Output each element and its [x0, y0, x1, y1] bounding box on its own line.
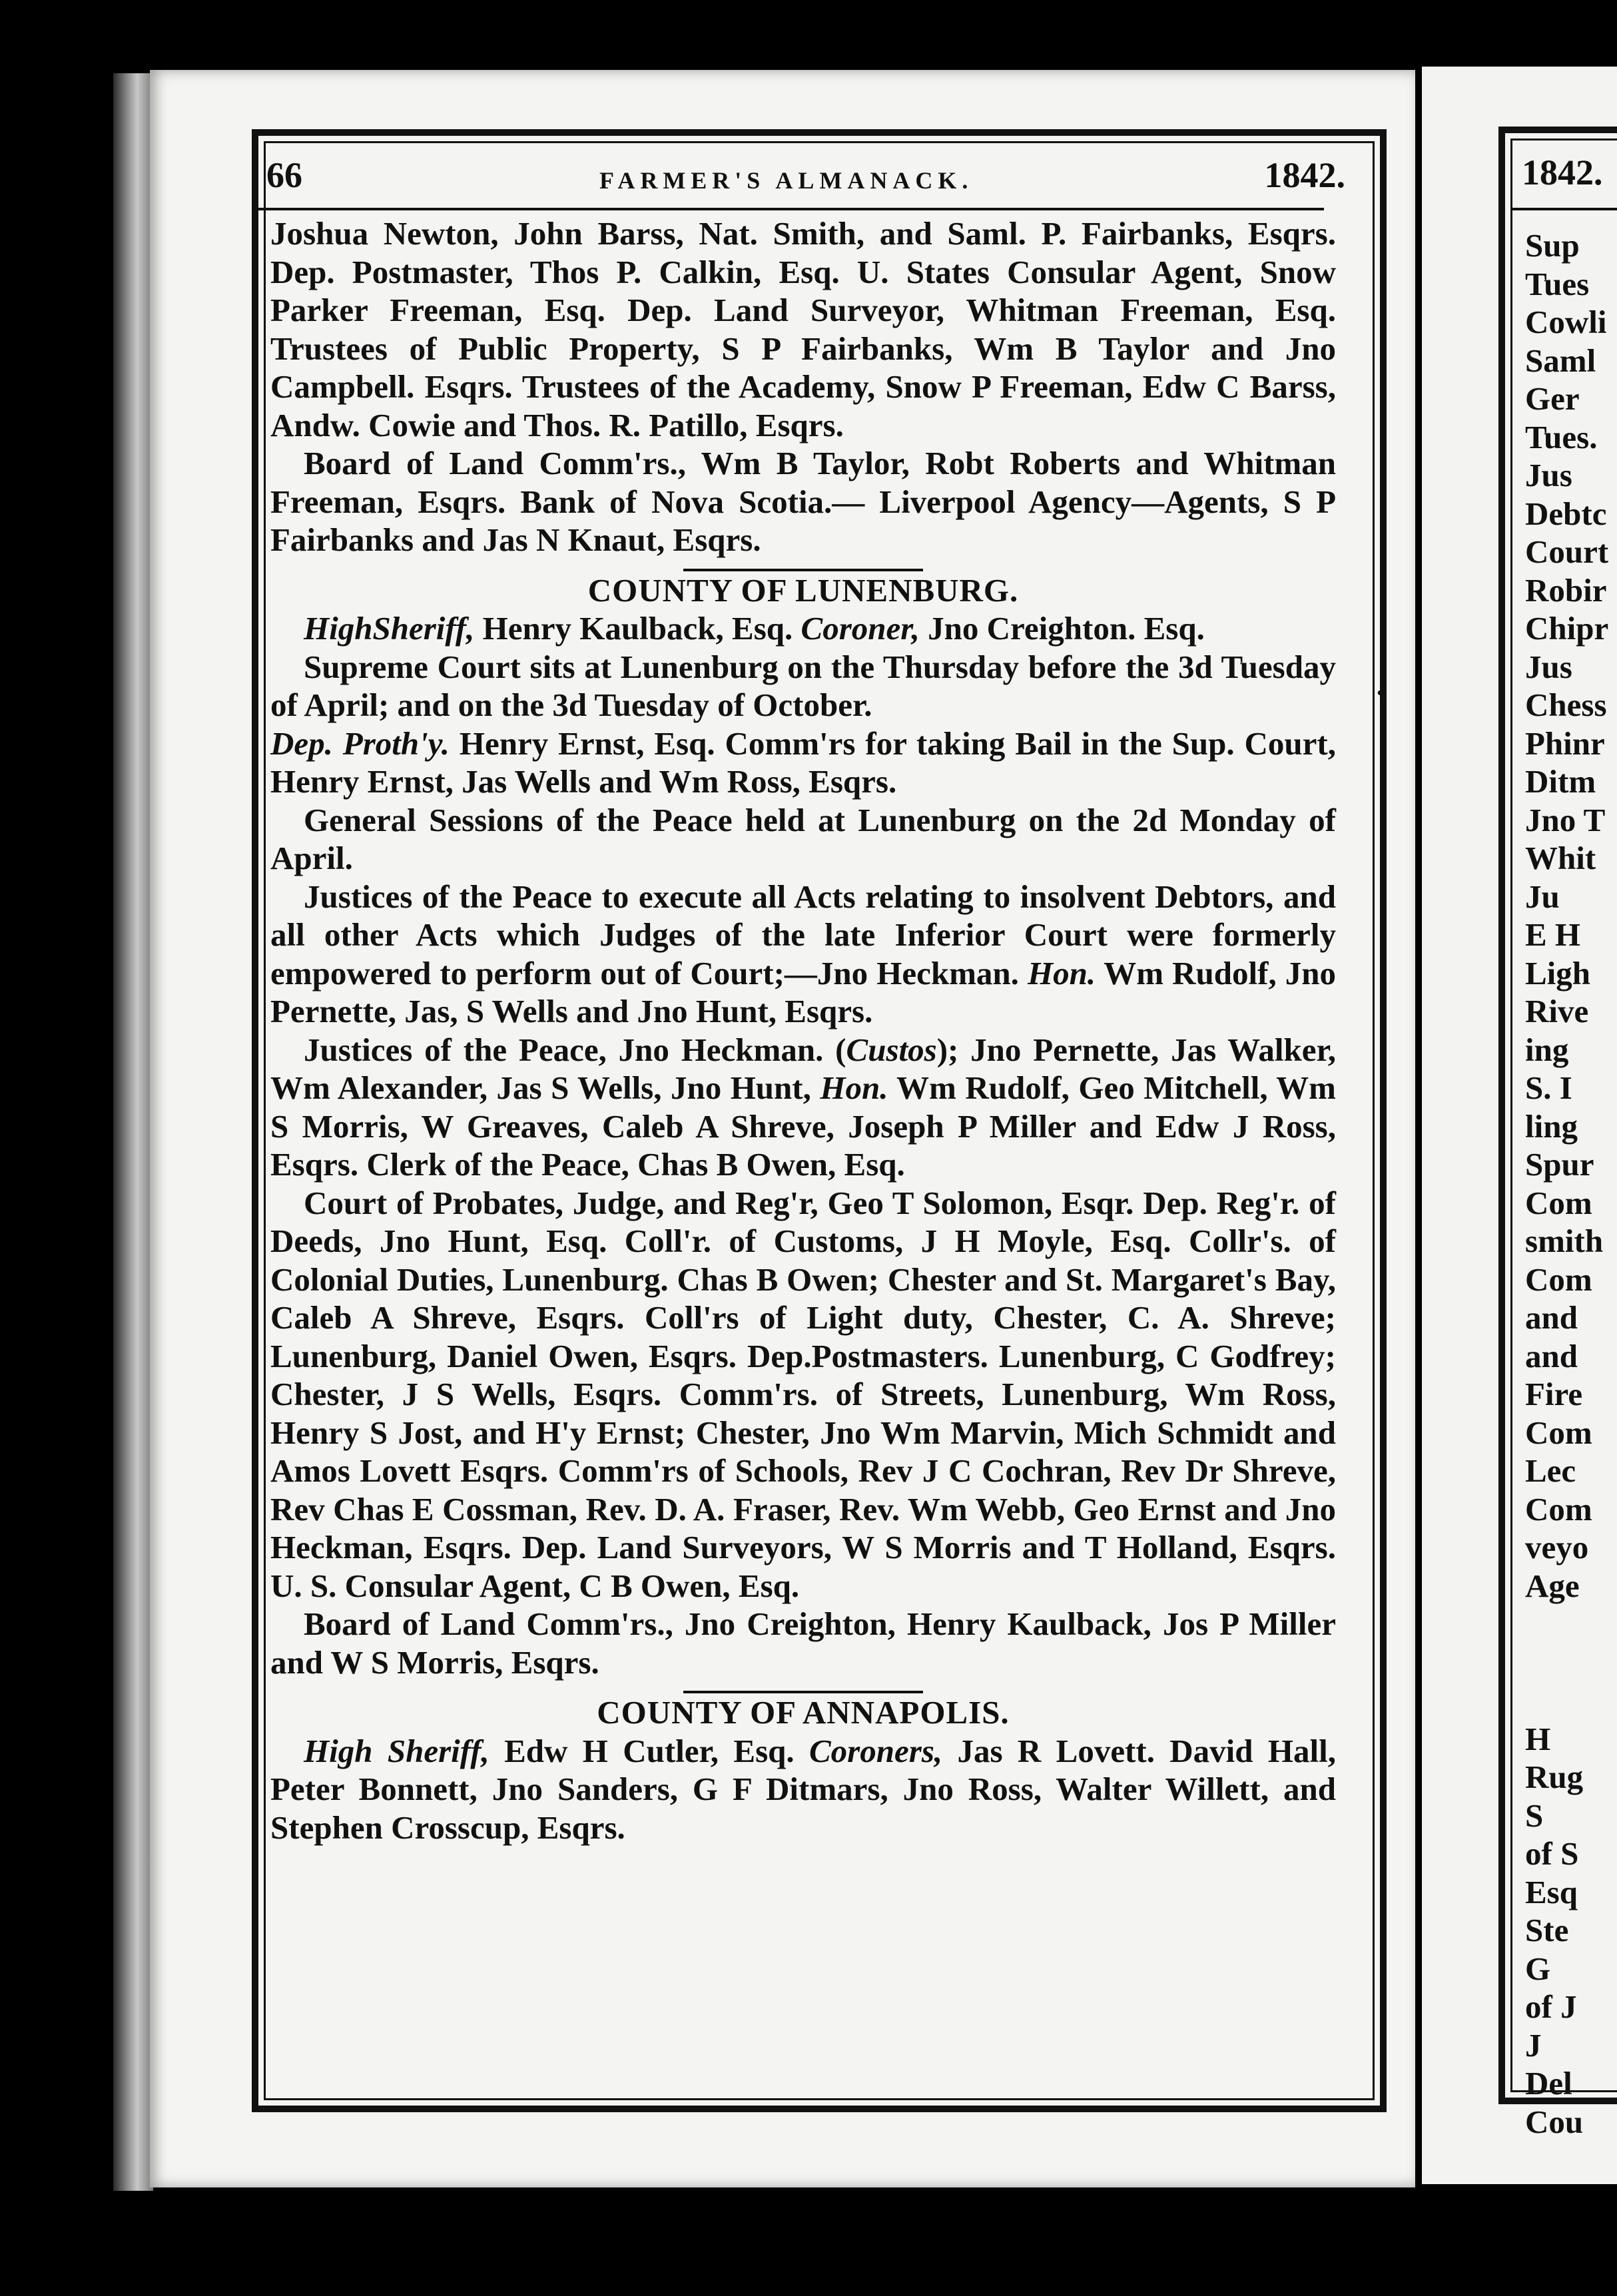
right-page-line	[1525, 1605, 1617, 1643]
paragraph: Joshua Newton, John Barss, Nat. Smith, and Saml. P. Fairbanks, Esqrs. Dep. Postmaster, Thos P. Calkin, Esq. U. States Consular Agent, Snow Parker Freeman, Esq. Dep. Land Surveyor, Whitman Freeman, Esq. Trustees of Public Property, S P Fairbanks, Wm B Taylor and Jno Campbell. Esqrs. Trustees of the Academy, Snow P Freeman, Edw C Barss, Andw. Cowie and Thos. R. Patillo, Esqrs.	[270, 215, 1336, 443]
page-body	[270, 214, 1336, 1847]
right-page-line	[1525, 1643, 1617, 1682]
page-header	[266, 154, 1345, 208]
right-page-line: Rug	[1525, 1759, 1584, 1795]
paragraph: Board of Land Comm'rs., Wm B Taylor, Robt Roberts and Whitman Freeman, Esqrs. Bank of Nova Scotia.— Liverpool Agency—Agents, S P Fairbanks and Jas N Knaut, Esqrs.	[270, 445, 1336, 558]
paragraph: General Sessions of the Peace held at Lunenburg on the 2d Monday of April.	[270, 801, 1336, 876]
paragraph: Supreme Court sits at Lunenburg on the Thursday before the 3d Tuesday of April; and on the 3d Tuesday of October.	[270, 648, 1336, 723]
right-page-line: Spur	[1525, 1146, 1594, 1183]
right-page-line: H	[1525, 1720, 1551, 1757]
page-number: 66	[266, 155, 302, 195]
right-page-line: Court	[1525, 533, 1609, 570]
right-page-line: Tues	[1525, 265, 1590, 302]
right-page-line: Phinr	[1525, 724, 1605, 762]
paragraph: HighSheriff, Henry Kaulback, Esq. Coroner, Jno Creighton. Esq.	[304, 610, 1205, 647]
running-title: FARMER'S ALMANACK.	[599, 167, 974, 194]
right-page-line: Jno T	[1525, 801, 1606, 838]
right-header-rule	[1512, 208, 1617, 210]
right-page-line: Tues.	[1525, 418, 1598, 455]
right-page-line: Chess	[1525, 687, 1607, 723]
right-page-line: Fire	[1525, 1376, 1583, 1412]
right-page-line: Ju	[1525, 878, 1560, 915]
right-page-line: Esq	[1525, 1873, 1578, 1910]
right-page-line: Debtc	[1525, 495, 1607, 532]
paragraph: Board of Land Comm'rs., Jno Creighton, Henry Kaulback, Jos P Miller and W S Morris, Esqrs.	[270, 1605, 1336, 1681]
right-page-line: Chipr	[1525, 610, 1609, 647]
right-page-line: Jus	[1525, 457, 1572, 493]
right-page-line: Rive	[1525, 993, 1589, 1029]
paragraph: Justices of the Peace to execute all Acts relating to insolvent Debtors, and all other Acts which Judges of the late Inferior Court were formerly empowered to perform out of Court;—Jno Heckman. Hon. Wm Rudolf, Jno Pernette, Jas, S Wells and Jno Hunt, Esqrs.	[270, 878, 1336, 1029]
section-heading-lunenburg: COUNTY OF LUNENBURG.	[587, 571, 1019, 609]
right-page-line: Ste	[1525, 1912, 1569, 1948]
right-page-line: Whit	[1525, 840, 1596, 876]
right-page-line: Com	[1525, 1261, 1592, 1298]
right-page-line: veyo	[1525, 1529, 1589, 1566]
right-page-text	[1525, 226, 1617, 2141]
right-page-line: Cou	[1525, 2103, 1584, 2140]
right-page-line: Ditm	[1525, 763, 1596, 800]
right-page-line: Jus	[1525, 648, 1572, 685]
right-page-line: of S	[1525, 1835, 1579, 1872]
right-page-line: G	[1525, 1950, 1551, 1987]
right-page-line: Com	[1525, 1490, 1592, 1528]
right-page-line: E H	[1525, 916, 1581, 953]
right-page-line: Com	[1525, 1184, 1592, 1221]
right-page-line: Del	[1525, 2065, 1572, 2102]
right-page-line: Ger	[1525, 380, 1580, 417]
header-year: 1842.	[1264, 155, 1345, 195]
right-page-line: Saml	[1525, 342, 1596, 379]
right-page-line: Lec	[1525, 1452, 1576, 1489]
right-page-line: Sup	[1525, 227, 1580, 264]
header-rule	[258, 208, 1324, 210]
right-page-line	[1525, 1681, 1617, 1720]
right-page-line: S	[1525, 1797, 1544, 1834]
right-page-line: and	[1525, 1299, 1578, 1336]
right-page-line: ing	[1525, 1031, 1569, 1068]
right-page-line: Com	[1525, 1414, 1592, 1451]
right-page-line: and	[1525, 1337, 1578, 1374]
right-page-line: smith	[1525, 1223, 1604, 1259]
right-page-line: J	[1525, 2026, 1542, 2064]
paragraph: High Sheriff, Edw H Cutler, Esq. Coroners, Jas R Lovett. David Hall, Peter Bonnett, Jno Sanders, G F Ditmars, Jno Ross, Walter Willett, and Stephen Crosscup, Esqrs.	[270, 1732, 1336, 1846]
right-page-line: Ligh	[1525, 954, 1591, 992]
right-page-line: Robir	[1525, 571, 1607, 609]
right-page-line: Age	[1525, 1567, 1580, 1604]
right-page-line: ling	[1525, 1107, 1578, 1145]
margin-mark: ·	[1375, 677, 1385, 709]
section-heading-annapolis: COUNTY OF ANNAPOLIS.	[597, 1694, 1010, 1731]
book-spine	[113, 73, 153, 2191]
right-page-line: S. I	[1525, 1069, 1572, 1106]
right-page-line: Cowli	[1525, 304, 1607, 340]
paragraph: Court of Probates, Judge, and Reg'r, Geo T Solomon, Esqr. Dep. Reg'r. of Deeds, Jno Hunt, Esq. Coll'r. of Customs, J H Moyle, Esq. Collr's. of Colonial Duties, Lunenburg. Chas B Owen; Chester and St. Margaret's Bay, Caleb A Shreve, Esqrs. Coll'rs of Light duty, Chester, C. A. Shreve; Lunenburg, Daniel Owen, Esqrs. Dep.Postmasters. Lunenburg, C Godfrey; Chester, J S Wells, Esqrs. Comm'rs. of Streets, Lunenburg, Wm Ross, Henry S Jost, and H'y Ernst; Chester, Jno Wm Marvin, Mich Schmidt and Amos Lovett Esqrs. Comm'rs of Schools, Rev J C Cochran, Rev Dr Shreve, Rev Chas E Cossman, Rev. D. A. Fraser, Rev. Wm Webb, Geo Ernst and Jno Heckman, Esqrs. Dep. Land Surveyors, W S Morris and T Holland, Esqrs. U. S. Consular Agent, C B Owen, Esq.	[270, 1184, 1336, 1604]
right-page-line: of J	[1525, 1988, 1577, 2025]
right-page-year: 1842.	[1522, 152, 1603, 192]
paragraph: Justices of the Peace, Jno Heckman. (Custos); Jno Pernette, Jas Walker, Wm Alexander, Jas S Wells, Jno Hunt, Hon. Wm Rudolf, Geo Mitchell, Wm S Morris, W Greaves, Caleb A Shreve, Joseph P Miller and Edw J Ross, Esqrs. Clerk of the Peace, Chas B Owen, Esq.	[270, 1031, 1337, 1183]
paragraph: Dep. Proth'y. Henry Ernst, Esq. Comm'rs for taking Bail in the Sup. Court, Henry Ernst, Jas Wells and Wm Ross, Esqrs.	[270, 724, 1336, 800]
